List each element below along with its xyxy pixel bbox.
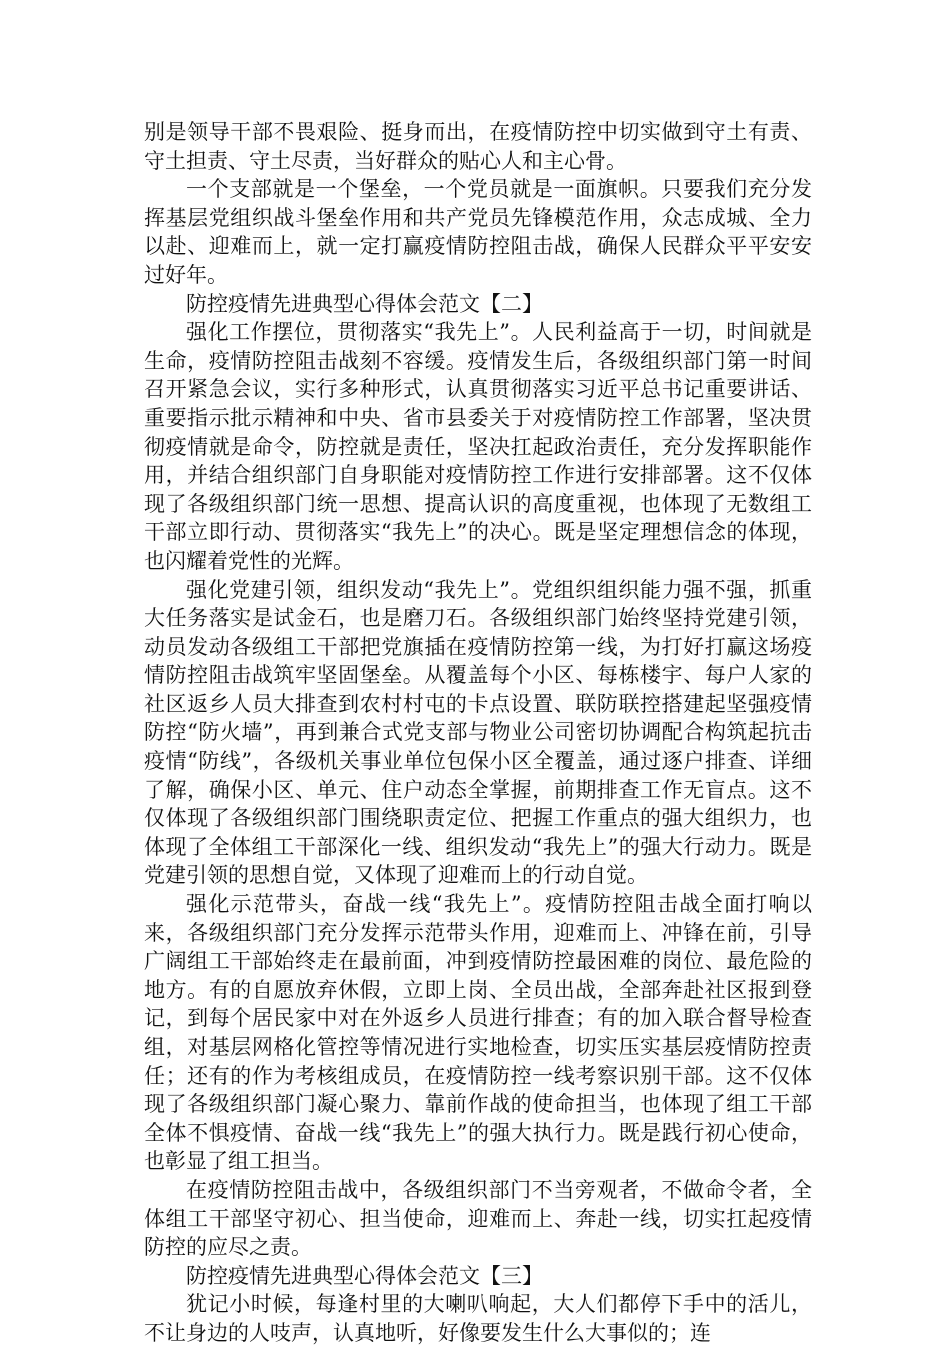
section-heading-three: 防控疫情先进典型心得体会范文【三】 [186, 1263, 543, 1288]
document-page [144, 118, 812, 1348]
paragraph-childhood-memory: 犹记小时候，每逢村里的大喇叭响起，大人们都停下手中的活儿，不让身边的人吱声，认真地听，好像要发生什么大事似的；连 [144, 1292, 812, 1345]
paragraph-summary: 一个支部就是一个堡垒，一个党员就是一面旗帜。只要我们充分发挥基层党组织战斗堡垒作用和共产党员先锋模范作用，众志成城、全力以赴、迎难而上，就一定打赢疫情防控阻击战，确保人民群众平平安安过好年。 [144, 177, 812, 287]
paragraph-exemplary-role: 强化示范带头，奋战一线“我先上”。疫情防控阻击战全面打响以来，各级组织部门充分发挥示范带头作用，迎难而上、冲锋在前，引导广阔组工干部始终走在最前面，冲到疫情防控最困难的岗位、最危险的地方。有的自愿放弃休假，立即上岗、全员出战，全部奔赴社区报到登记，到每个居民家中对在外返乡人员进行排查；有的加入联合督导检查组，对基层网格化管控等情况进行实地检查，切实压实基层疫情防控责任；还有的作为考核组成员，在疫情防控一线考察识别干部。这不仅体现了各级组织部门凝心聚力、靠前作战的使命担当，也体现了组工干部全体不惧疫情、奋战一线“我先上”的强大执行力。既是践行初心使命，也彰显了组工担当。 [144, 892, 812, 1174]
section-heading-two: 防控疫情先进典型心得体会范文【二】 [186, 291, 543, 316]
paragraph-conclusion: 在疫情防控阻击战中，各级组织部门不当旁观者，不做命令者，全体组工干部坚守初心、担当使命，迎难而上、奔赴一线，切实扛起疫情防控的应尽之责。 [144, 1177, 812, 1260]
paragraph-party-building: 强化党建引领，组织发动“我先上”。党组织组织能力强不强，抓重大任务落实是试金石，也是磨刀石。各级组织部门始终坚持党建引领，动员发动各级组工干部把党旗插在疫情防控第一线，为打好打赢这场疫情防控阻击战筑牢坚固堡垒。从覆盖每个小区、每栋楼宇、每户人家的社区返乡人员大排查到农村村屯的卡点设置、联防联控搭建起坚强疫情防控“防火墙”，再到兼合式党支部与物业公司密切协调配合构筑起抗击疫情“防线”，各级机关事业单位包保小区全覆盖，通过逐户排查、详细了解，确保小区、单元、住户动态全掌握，前期排查工作无盲点。这不仅体现了各级组织部门围绕职责定位、把握工作重点的强大组织力，也体现了全体组工干部深化一线、组织发动“我先上”的强大行动力。既是党建引领的思想自觉，又体现了迎难而上的行动自觉。 [144, 577, 812, 888]
paragraph-work-position: 强化工作摆位，贯彻落实“我先上”。人民利益高于一切，时间就是生命，疫情防控阻击战刻不容缓。疫情发生后，各级组织部门第一时间召开紧急会议，实行多种形式，认真贯彻落实习近平总书记重要讲话、重要指示批示精神和中央、省市县委关于对疫情防控工作部署，坚决贯彻疫情就是命令，防控就是责任，坚决扛起政治责任，充分发挥职能作用，并结合组织部门自身职能对疫情防控工作进行安排部署。这不仅体现了各级组织部门统一思想、提高认识的高度重视，也体现了无数组工干部立即行动、贯彻落实“我先上”的决心。既是坚定理想信念的体现，也闪耀着党性的光辉。 [144, 320, 812, 573]
paragraph-continuation: 别是领导干部不畏艰险、挺身而出，在疫情防控中切实做到守土有责、守土担责、守土尽责，当好群众的贴心人和主心骨。 [144, 120, 812, 173]
